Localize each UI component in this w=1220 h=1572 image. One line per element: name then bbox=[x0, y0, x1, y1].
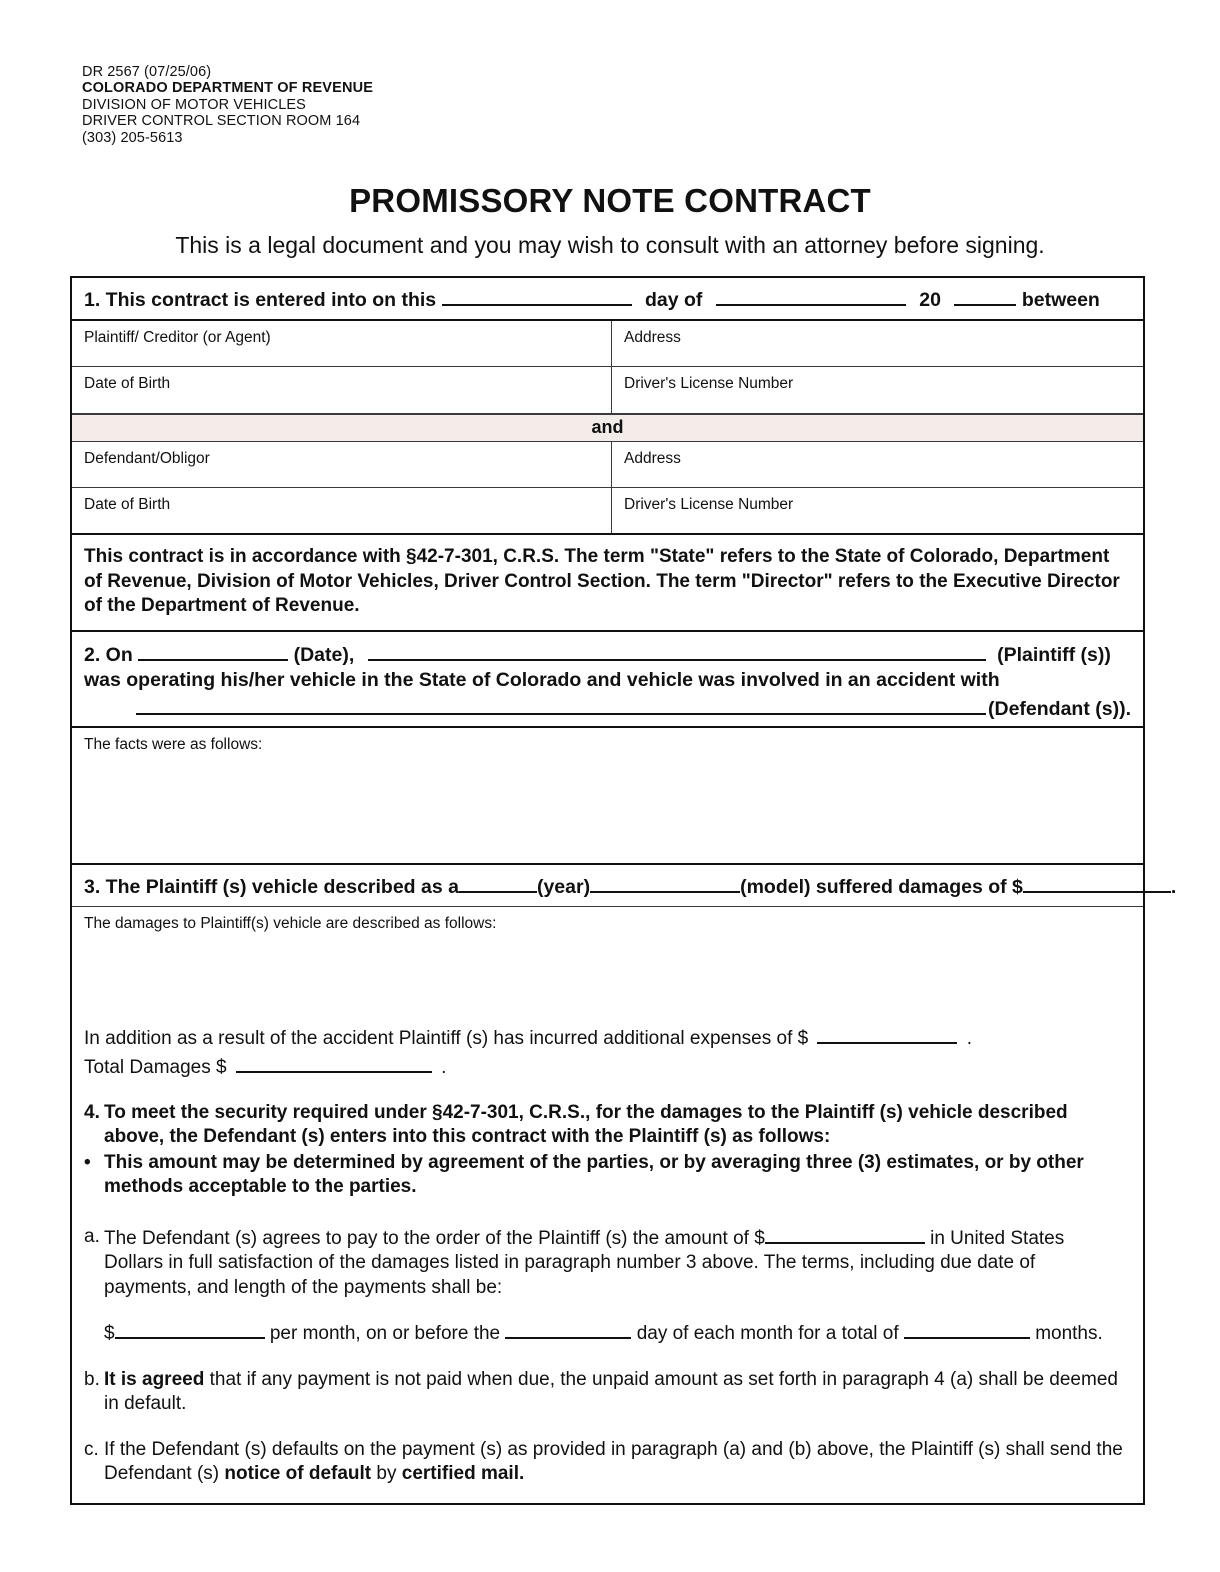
plaintiff-dob-row bbox=[72, 367, 1143, 414]
plaintiff-dob-cell[interactable] bbox=[72, 367, 612, 413]
section4-head-line1: To meet the security required under §42-7-301, C.R.S., for the damages to the Plaintiff (s) vehicle described bbox=[104, 1101, 1068, 1123]
and-label: and bbox=[591, 417, 624, 437]
plaintiff-dl-label: Driver's License Number bbox=[624, 375, 794, 392]
payment-months-text: months. bbox=[1035, 1323, 1103, 1344]
plaintiff-address-cell[interactable] bbox=[612, 321, 1142, 366]
bullet-icon: • bbox=[84, 1151, 91, 1173]
phone-number: (303) 205-5613 bbox=[82, 129, 183, 146]
form-number: DR 2567 (07/25/06) bbox=[82, 64, 212, 80]
clause-c-mid: by bbox=[371, 1463, 402, 1484]
payment-per-month-text: per month, on or before the bbox=[269, 1323, 501, 1344]
section2-date-label: (Date), bbox=[293, 643, 355, 666]
section4-heading bbox=[84, 1101, 1127, 1150]
vehicle-model-input[interactable] bbox=[590, 874, 740, 893]
clause-c-marker: c. bbox=[84, 1438, 99, 1460]
clause-c-bold-mail: certified mail. bbox=[401, 1463, 525, 1484]
clause-b-rest-text: that if any payment is not paid when due, the unpaid amount as set forth in paragraph 4 (a) shall be deemed in default. bbox=[104, 1368, 1118, 1414]
accident-date-input[interactable] bbox=[138, 642, 288, 661]
page-title: PROMISSORY NOTE CONTRACT bbox=[349, 182, 871, 219]
payment-day-input[interactable] bbox=[505, 1320, 631, 1339]
clause-a-part2: in United States Dollars in full satisfaction of the damages listed in paragraph number 3 above. The terms, including due date of payments, and length of the payments shall be: bbox=[104, 1227, 1065, 1298]
clause-b-body bbox=[104, 1368, 1127, 1417]
section2-block bbox=[72, 632, 1143, 728]
total-damages-label: Total Damages $ bbox=[84, 1056, 227, 1078]
payment-day-of-text: day of each month for a total of bbox=[636, 1323, 899, 1344]
section1-lead-text: 1. This contract is entered into on this bbox=[84, 289, 437, 311]
total-damages-period: . bbox=[441, 1056, 447, 1078]
defendant-address-cell[interactable] bbox=[612, 442, 1142, 487]
additional-expenses-line bbox=[84, 1024, 1131, 1053]
clause-c bbox=[72, 1438, 1143, 1487]
between-text: between bbox=[1021, 289, 1100, 311]
section4-bullet-text bbox=[104, 1151, 1127, 1200]
plaintiff-name-cell[interactable] bbox=[72, 321, 612, 366]
clause-a-amount-input[interactable] bbox=[765, 1225, 925, 1244]
department-name: COLORADO DEPARTMENT OF REVENUE bbox=[82, 80, 374, 97]
defendant-name-row bbox=[72, 442, 1143, 488]
damages-description-label: The damages to Plaintiff(s) vehicle are described as follows: bbox=[84, 914, 497, 932]
defendant-dob-cell[interactable] bbox=[72, 488, 612, 533]
defendant-dl-cell[interactable] bbox=[612, 488, 1142, 533]
section3-year-label: (year) bbox=[536, 875, 591, 898]
section2-line3 bbox=[84, 694, 1131, 722]
plaintiff-dob-label: Date of Birth bbox=[84, 375, 171, 392]
clause-b-bold-text: It is agreed bbox=[104, 1368, 205, 1390]
plaintiff-name-label: Plaintiff/ Creditor (or Agent) bbox=[84, 329, 271, 346]
section3-model-label: (model) suffered damages of $ bbox=[740, 875, 1023, 898]
section4-bullet-line2: methods acceptable to the parties. bbox=[104, 1176, 417, 1197]
section3-lead-text: 3. The Plaintiff (s) vehicle described as a bbox=[84, 875, 459, 898]
vehicle-year-input[interactable] bbox=[459, 874, 537, 893]
section4-bullet-item bbox=[84, 1151, 1127, 1200]
facts-label: The facts were as follows: bbox=[84, 735, 263, 753]
damages-description-box[interactable] bbox=[72, 907, 1143, 1022]
section2-defendant-input[interactable] bbox=[136, 694, 986, 715]
clause-a-part1: The Defendant (s) agrees to pay to the order of the Plaintiff (s) the amount of $ bbox=[104, 1227, 765, 1249]
plaintiff-name-row bbox=[72, 321, 1143, 367]
page-subtitle: This is a legal document and you may wish to consult with an attorney before signing. bbox=[175, 232, 1045, 258]
clause-c-part1: If the Defendant (s) defaults on the payment (s) as provided in paragraph (a) and (b) above, the Plaintiff (s) shall send the Defendant (s) bbox=[104, 1438, 1123, 1484]
clause-a-body bbox=[104, 1225, 1127, 1301]
and-divider-row bbox=[72, 414, 1143, 442]
money-lines-block bbox=[72, 1022, 1143, 1092]
defendant-dl-label: Driver's License Number bbox=[624, 496, 794, 513]
clause-a-marker: a. bbox=[84, 1225, 100, 1247]
section2-on-text: 2. On bbox=[84, 643, 133, 666]
payment-terms-line bbox=[92, 1320, 1143, 1347]
clause-a bbox=[72, 1225, 1143, 1301]
plaintiff-dl-cell[interactable] bbox=[612, 367, 1142, 413]
section4-number: 4. bbox=[84, 1101, 100, 1123]
section1-headline bbox=[72, 278, 1143, 321]
total-damages-input[interactable] bbox=[236, 1054, 432, 1073]
defendant-name-cell[interactable] bbox=[72, 442, 612, 487]
section2-defendant-label: (Defendant (s)). bbox=[988, 697, 1131, 720]
defendant-dob-label: Date of Birth bbox=[84, 496, 171, 513]
year-input[interactable] bbox=[954, 287, 1016, 306]
additional-expenses-label: In addition as a result of the accident Plaintiff (s) has incurred additional expenses of $ bbox=[84, 1027, 809, 1049]
day-of-text: day of bbox=[644, 289, 703, 311]
contract-frame bbox=[70, 276, 1177, 1505]
clause-c-body bbox=[104, 1438, 1127, 1487]
total-damages-line bbox=[84, 1053, 1131, 1082]
defendant-name-label: Defendant/Obligor bbox=[84, 450, 210, 467]
section2-line2: was operating his/her vehicle in the State of Colorado and vehicle was involved in an accident with bbox=[84, 668, 1000, 691]
section-name: DRIVER CONTROL SECTION ROOM 164 bbox=[82, 113, 361, 130]
section3-headline bbox=[72, 865, 1177, 907]
additional-expenses-period: . bbox=[966, 1027, 973, 1049]
defendant-address-label: Address bbox=[624, 450, 681, 467]
payment-amount-input[interactable] bbox=[115, 1320, 265, 1339]
clause-b-marker: b. bbox=[84, 1368, 100, 1390]
statute-paragraph: This contract is in accordance with §42-7-301, C.R.S. The term "State" refers to the State of Colorado, Department of Revenue, Division of Motor Vehicles, Driver Control Section. The term "Director" refers to the Executive Director of the Department of Revenue. bbox=[72, 535, 1143, 632]
agency-header bbox=[82, 64, 373, 146]
plaintiff-address-label: Address bbox=[624, 329, 681, 346]
section4-bullet-line1: This amount may be determined by agreement of the parties, or by averaging three (3) estimates, or by other bbox=[104, 1151, 1084, 1173]
section3-period: . bbox=[1170, 875, 1177, 898]
section2-line1 bbox=[84, 642, 1131, 668]
section4-block bbox=[72, 1092, 1143, 1204]
section2-plaintiff-label: (Plaintiff (s)) bbox=[997, 643, 1111, 666]
payment-dollar-sign: $ bbox=[104, 1323, 115, 1344]
clause-c-bold-notice: notice of default bbox=[224, 1463, 372, 1484]
section4-head-line2: above, the Defendant (s) enters into this contract with the Plaintiff (s) as follows: bbox=[104, 1126, 831, 1147]
vehicle-damages-input[interactable] bbox=[1023, 874, 1171, 893]
facts-box[interactable] bbox=[72, 728, 1143, 865]
clause-b bbox=[72, 1368, 1143, 1417]
section4-heading-text bbox=[104, 1101, 1127, 1150]
month-input[interactable] bbox=[716, 287, 906, 306]
day-input[interactable] bbox=[442, 287, 632, 306]
additional-expenses-input[interactable] bbox=[817, 1025, 957, 1044]
defendant-dob-row bbox=[72, 488, 1143, 535]
section2-plaintiff-input[interactable] bbox=[368, 642, 986, 661]
payment-months-input[interactable] bbox=[904, 1320, 1030, 1339]
year-prefix-text: 20 bbox=[919, 289, 941, 311]
division-name: DIVISION OF MOTOR VEHICLES bbox=[82, 96, 306, 113]
